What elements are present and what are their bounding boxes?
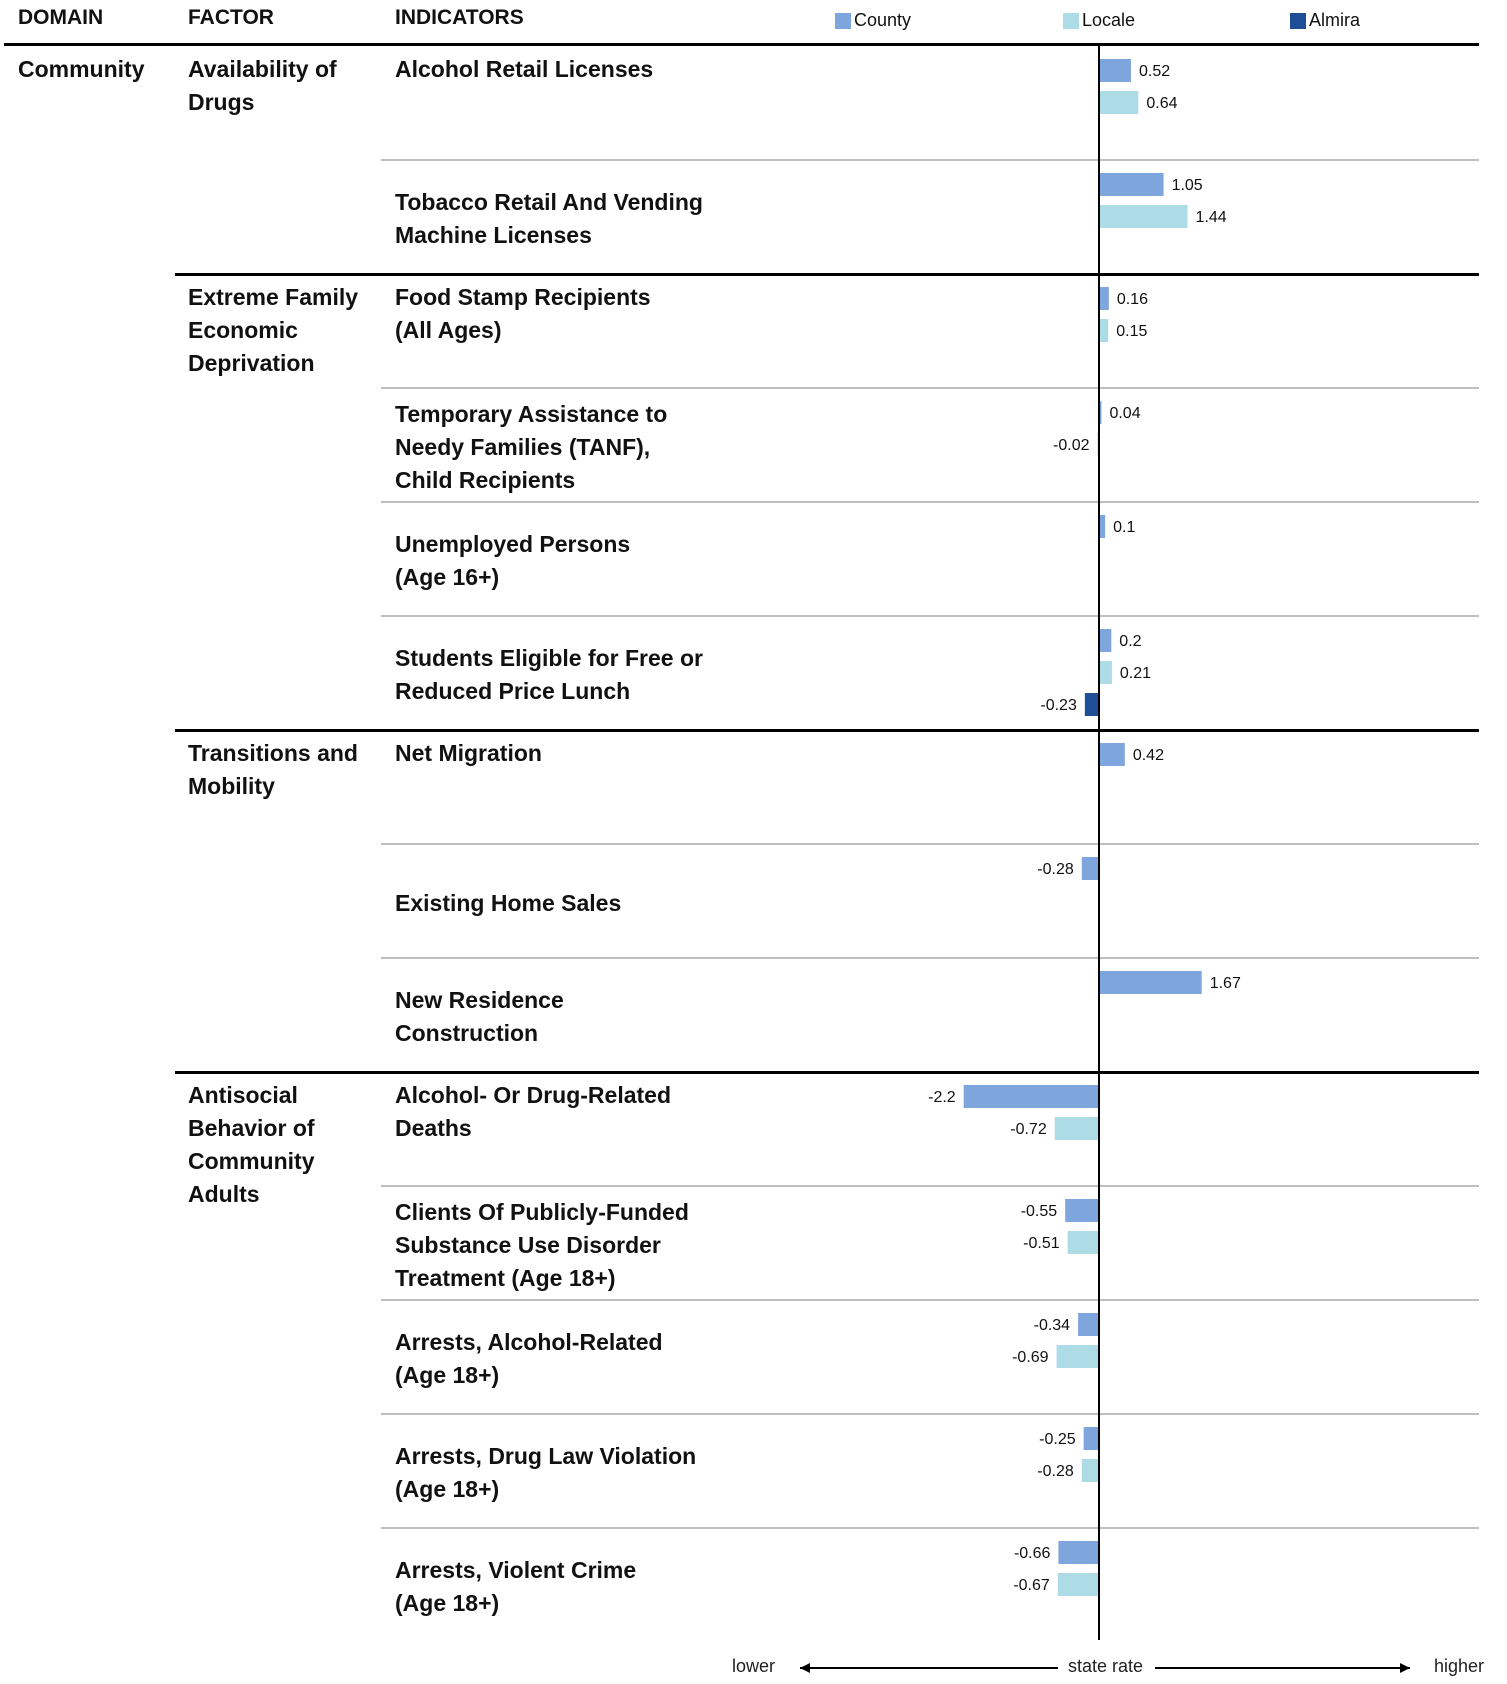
domain-column-header: DOMAIN [18, 6, 104, 29]
indicator-label-line: Substance Use Disorder [395, 1231, 661, 1258]
domain-label: Community [18, 56, 145, 82]
bar-locale [1055, 1117, 1099, 1140]
indicator-label-line: Arrests, Drug Law Violation [395, 1443, 697, 1469]
indicator-label-line: Reduced Price Lunch [395, 678, 631, 704]
data-label-locale: 0.21 [1119, 665, 1152, 682]
data-label-locale: 0.15 [1116, 323, 1148, 340]
indicator-label-line: Construction [395, 1020, 539, 1046]
indicator-label-line: Arrests, Violent Crime [395, 1557, 637, 1583]
arrow-icon [1155, 1663, 1410, 1673]
factor-label-line: Behavior of [188, 1115, 315, 1141]
data-label-county: 0.04 [1109, 405, 1141, 422]
indicator-label-line: Tobacco Retail And Vending [395, 189, 703, 215]
axis-label-state-rate: state rate [1068, 1656, 1144, 1676]
data-label-county: -0.55 [1020, 1203, 1058, 1220]
bar-county [1099, 629, 1111, 652]
data-label-county: 1.67 [1209, 975, 1241, 992]
bar-county [1082, 857, 1099, 880]
bar-county [1099, 971, 1202, 994]
bar-locale [1099, 661, 1112, 684]
data-label-locale: -0.67 [1013, 1577, 1050, 1594]
factor-label-line: Deprivation [188, 350, 315, 376]
factor-label-line: Economic [188, 317, 298, 343]
bar-county [1099, 173, 1164, 196]
data-label-county: 0.1 [1113, 519, 1136, 536]
indicator-label-line: Food Stamp Recipients [395, 284, 651, 310]
arrow-icon [800, 1663, 1058, 1673]
bar-locale [1057, 1345, 1099, 1368]
bar-county [1084, 1427, 1099, 1450]
data-label-county: -0.34 [1033, 1317, 1071, 1334]
indicator-label-line: Unemployed Persons [395, 531, 631, 557]
indicator-label-line: Child Recipients [395, 466, 576, 493]
factor-label-line: Availability of [188, 56, 337, 82]
indicators-column-header: INDICATORS [395, 6, 524, 29]
factor-label-line: Mobility [188, 773, 275, 799]
bar-locale [1099, 205, 1188, 228]
factor-label-line: Adults [188, 1181, 260, 1207]
bar-locale [1068, 1231, 1099, 1254]
data-label-locale: -0.72 [1010, 1121, 1047, 1138]
bar-county [1078, 1313, 1099, 1336]
data-label-county: -0.25 [1039, 1431, 1076, 1448]
indicator-label-line: (Age 18+) [395, 1590, 500, 1616]
indicator-label-line: Needy Families (TANF), [395, 433, 651, 460]
bar-county [964, 1085, 1099, 1108]
indicator-label-line: Existing Home Sales [395, 889, 622, 916]
bar-locale [1082, 1459, 1099, 1482]
data-label-locale: 1.44 [1195, 209, 1227, 226]
factor-label-line: Drugs [188, 89, 255, 115]
legend-label-locale: Locale [1082, 10, 1136, 30]
data-label-county: 0.16 [1116, 291, 1148, 308]
indicator-label-line: Temporary Assistance to [395, 400, 668, 427]
data-label-county: 1.05 [1171, 177, 1203, 194]
data-label-county: 0.2 [1119, 633, 1142, 650]
indicator-label-line: Treatment (Age 18+) [395, 1264, 616, 1291]
bar-locale [1058, 1573, 1099, 1596]
indicator-label-line: (Age 16+) [395, 564, 500, 590]
data-label-locale: -0.69 [1012, 1349, 1049, 1366]
data-label-county: -2.2 [928, 1089, 956, 1106]
indicator-label-line: Machine Licenses [395, 222, 592, 248]
bar-locale [1099, 319, 1108, 342]
data-label-locale: -0.51 [1023, 1235, 1060, 1252]
indicator-label-line: Clients Of Publicly-Funded [395, 1198, 689, 1225]
indicator-label-line: Arrests, Alcohol-Related [395, 1329, 663, 1355]
data-label-locale: -0.02 [1053, 437, 1090, 454]
indicator-label-line: (Age 18+) [395, 1362, 500, 1388]
bar-county [1099, 59, 1131, 82]
factor-column-header: FACTOR [188, 6, 274, 29]
data-label-county: -0.28 [1037, 861, 1074, 878]
factor-label-line: Antisocial [188, 1082, 298, 1108]
bar-county [1099, 287, 1109, 310]
legend-label-almira: Almira [1309, 10, 1361, 30]
bar-county [1058, 1541, 1099, 1564]
indicator-label-line: (All Ages) [395, 317, 502, 343]
data-label-county: -0.66 [1013, 1545, 1051, 1562]
factor-label-line: Extreme Family [188, 284, 359, 310]
legend-label-county: County [854, 10, 912, 30]
data-label-locale: -0.28 [1037, 1463, 1074, 1480]
factor-label-line: Transitions and [188, 740, 358, 766]
factor-label-line: Community [188, 1148, 315, 1174]
indicator-label-line: (Age 18+) [395, 1476, 500, 1502]
axis-label-lower: lower [732, 1656, 776, 1676]
indicator-label-line: Students Eligible for Free or [395, 645, 703, 671]
indicator-label-line: Deaths [395, 1115, 472, 1141]
bar-county [1065, 1199, 1099, 1222]
indicator-label-line: Net Migration [395, 740, 542, 766]
data-label-county: 0.42 [1132, 747, 1164, 764]
data-label-locale: 0.64 [1146, 95, 1178, 112]
indicator-label-line: Alcohol- Or Drug-Related [395, 1082, 672, 1108]
bar-county [1099, 743, 1125, 766]
indicator-label-line: New Residence [395, 987, 564, 1013]
bar-almira [1085, 693, 1099, 716]
indicator-label-line: Alcohol Retail Licenses [395, 56, 654, 82]
data-label-county: 0.52 [1138, 63, 1171, 80]
axis-label-higher: higher [1434, 1656, 1485, 1676]
data-label-almira: -0.23 [1040, 697, 1077, 714]
bar-locale [1099, 91, 1138, 114]
